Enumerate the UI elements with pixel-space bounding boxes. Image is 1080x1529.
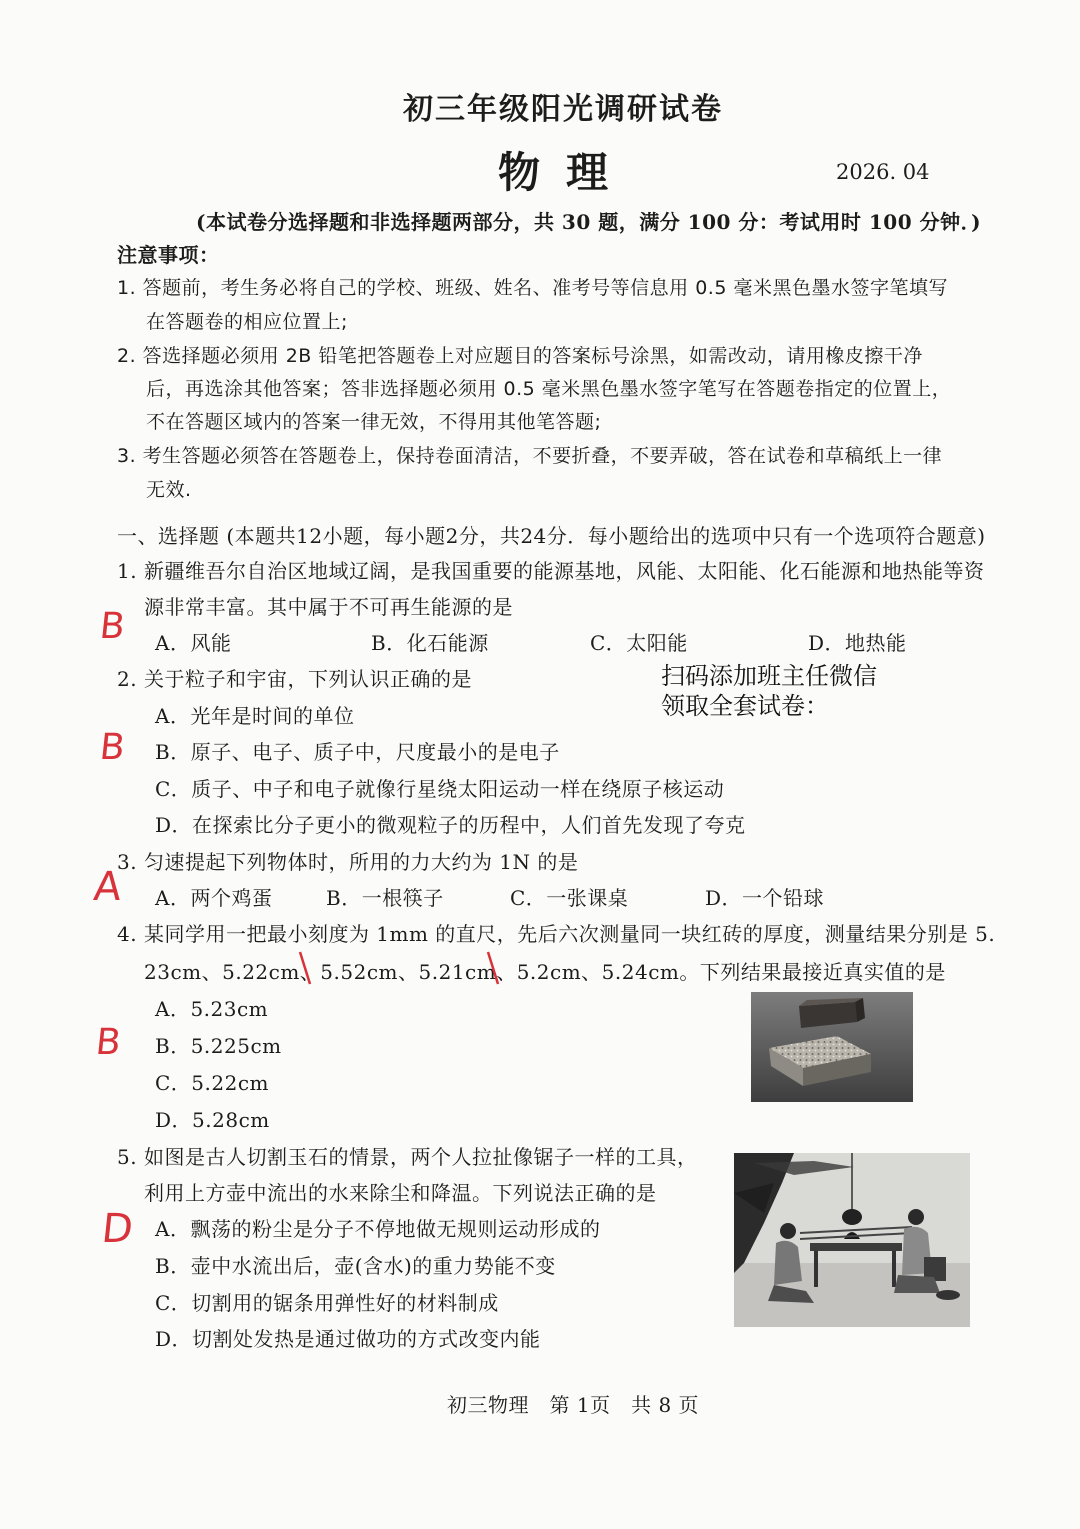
note-2-line3: 不在答题区域内的答案一律无效，不得用其他笔答题; xyxy=(146,411,602,433)
q2-handwritten-answer: B xyxy=(97,727,127,768)
note-3-line2: 无效. xyxy=(146,479,192,501)
wechat-overlay-line1: 扫码添加班主任微信 xyxy=(661,662,877,690)
q1-option-a: A．风能 xyxy=(155,631,232,655)
q2-option-a: A．光年是时间的单位 xyxy=(155,704,355,728)
brick-photo xyxy=(751,992,913,1102)
exam-info: (本试卷分选择题和非选择题两部分，共 30 题，满分 100 分：考试用时 100 分钟．) xyxy=(196,210,982,234)
q3-handwritten-answer: A xyxy=(91,864,124,910)
q1-stem-line1: 1. 新疆维吾尔自治区地域辽阔，是我国重要的能源基地，风能、太阳能、化石能源和地热能等资 xyxy=(117,559,985,583)
q5-option-b: B．壶中水流出后，壶(含水)的重力势能不变 xyxy=(155,1254,556,1278)
q5-stem-line1: 5. 如图是古人切割玉石的情景，两个人拉扯像锯子一样的工具， xyxy=(117,1145,698,1169)
q4-option-b: B．5.225cm xyxy=(155,1034,282,1058)
note-1-line2: 在答题卷的相应位置上; xyxy=(146,311,348,333)
q1-option-c: C．太阳能 xyxy=(590,631,688,655)
note-2-line1: 2. 答选择题必须用 2B 铅笔把答题卷上对应题目的答案标号涂黑，如需改动，请用橡皮擦干净 xyxy=(117,345,923,367)
notes-heading: 注意事项： xyxy=(117,243,220,267)
q4-strike-mark-2 xyxy=(484,950,504,986)
q2-option-c: C．质子、中子和电子就像行星绕太阳运动一样在绕原子核运动 xyxy=(155,777,725,801)
q3-option-b: B．一根筷子 xyxy=(326,886,444,910)
note-3-line1: 3. 考生答题必须答在答题卷上，保持卷面清洁，不要折叠，不要弄破，答在试卷和草稿纸上一律 xyxy=(117,445,943,467)
q4-option-a: A．5.23cm xyxy=(155,997,269,1021)
section-heading: 一、选择题 (本题共12小题，每小题2分，共24分．每小题给出的选项中只有一个选项符合题意) xyxy=(117,524,986,548)
q5-option-a: A．飘荡的粉尘是分子不停地做无规则运动形成的 xyxy=(155,1217,601,1241)
q5-handwritten-answer: D xyxy=(99,1206,136,1252)
q4-strike-mark-1 xyxy=(296,950,316,986)
q4-stem-line2: 23cm、5.22cm、5.52cm、5.21cm、5.2cm、5.24cm。下列结果最接近真实值的是 xyxy=(144,960,946,984)
q5-option-c: C．切割用的锯条用弹性好的材料制成 xyxy=(155,1291,499,1315)
subject-title: 物理 xyxy=(498,148,635,197)
q3-option-c: C．一张课桌 xyxy=(510,886,629,910)
q4-stem-line1: 4. 某同学用一把最小刻度为 1mm 的直尺，先后六次测量同一块红砖的厚度，测量结果分别是 5. xyxy=(117,922,996,946)
q1-handwritten-answer: B xyxy=(97,606,127,647)
page-footer: 初三物理 第 1页 共 8 页 xyxy=(447,1393,700,1417)
wechat-overlay-line2: 领取全套试卷： xyxy=(661,692,829,720)
q2-stem: 2. 关于粒子和宇宙，下列认识正确的是 xyxy=(117,667,472,691)
q4-option-c: C．5.22cm xyxy=(155,1071,269,1095)
exam-title: 初三年级阳光调研试卷 xyxy=(403,92,723,127)
exam-date: 2026. 04 xyxy=(836,160,930,184)
q5-stem-line2: 利用上方壶中流出的水来除尘和降温。下列说法正确的是 xyxy=(144,1181,657,1205)
note-2-line2: 后，再选涂其他答案；答非选择题必须用 0.5 毫米黑色墨水签字笔写在答题卷指定的位置上， xyxy=(146,378,952,400)
q1-option-d: D．地热能 xyxy=(808,631,907,655)
q3-option-d: D．一个铅球 xyxy=(705,886,825,910)
q5-option-d: D．切割处发热是通过做功的方式改变内能 xyxy=(155,1327,541,1351)
note-1-line1: 1. 答题前，考生务必将自己的学校、班级、姓名、准考号等信息用 0.5 毫米黑色墨水签字笔填写 xyxy=(117,277,948,299)
q2-option-d: D．在探索比分子更小的微观粒子的历程中，人们首先发现了夸克 xyxy=(155,813,746,837)
q4-option-d: D．5.28cm xyxy=(155,1108,270,1132)
q1-stem-line2: 源非常丰富。其中属于不可再生能源的是 xyxy=(144,595,513,619)
q4-handwritten-answer: B xyxy=(93,1022,123,1063)
jade-cutting-illustration xyxy=(734,1153,970,1327)
q2-option-b: B．原子、电子、质子中，尺度最小的是电子 xyxy=(155,740,560,764)
q3-stem: 3. 匀速提起下列物体时，所用的力大约为 1N 的是 xyxy=(117,850,579,874)
q3-option-a: A．两个鸡蛋 xyxy=(155,886,273,910)
q1-option-b: B．化石能源 xyxy=(371,631,489,655)
